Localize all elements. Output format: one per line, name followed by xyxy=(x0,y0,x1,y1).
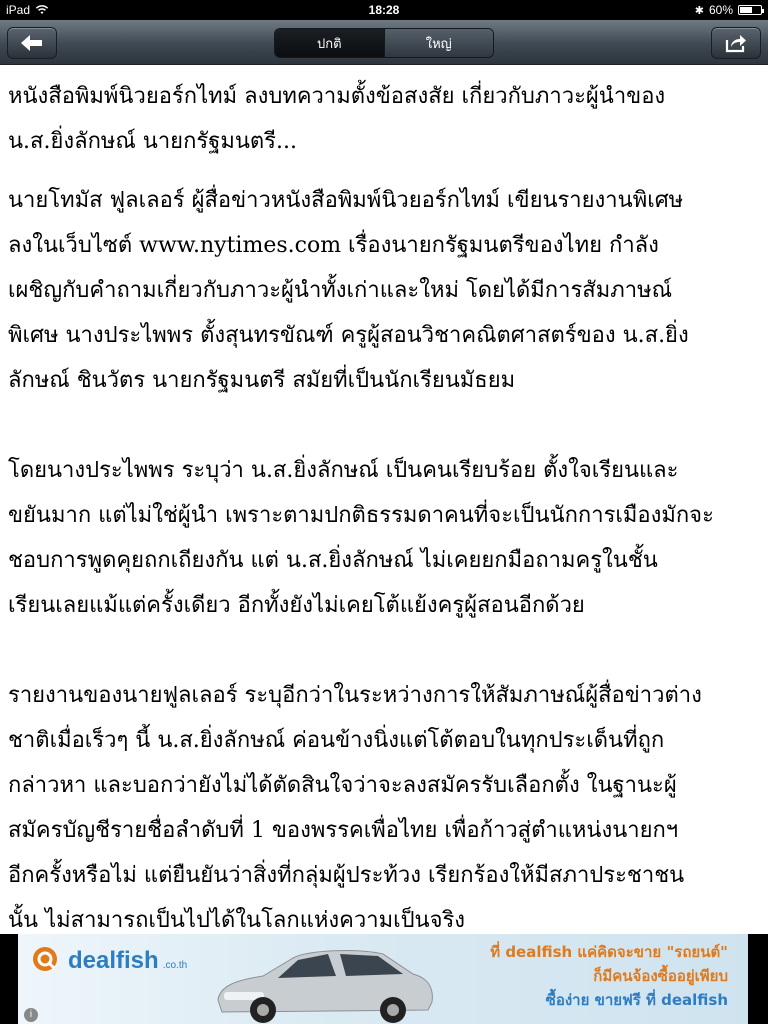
share-button[interactable] xyxy=(711,27,761,59)
ad-tagline xyxy=(490,940,728,1012)
status-bar xyxy=(0,0,768,20)
battery-fill xyxy=(740,7,752,13)
segment-label: ใหญ่ xyxy=(425,35,452,51)
text-line: สมัครบัญชีรายชื่อลำดับที่ 1 ของพรรคเพื่อไทย เพื่อก้าวสู่ตำแหน่งนายกฯ xyxy=(8,818,679,843)
ad-content[interactable] xyxy=(18,934,748,1024)
text-line: รายงานของนายฟูลเลอร์ ระบุอีกว่าในระหว่างการให้สัมภาษณ์ผู้สื่อข่าวต่าง xyxy=(8,683,702,708)
text-line: ลักษณ์ ชินวัตร นายกรัฐมนตรี สมัยที่เป็นนักเรียนมัธยม xyxy=(8,368,516,393)
car-image xyxy=(208,940,438,1024)
share-icon xyxy=(724,33,748,53)
text-line: ลงในเว็บไซต์ www.nytimes.com เรื่องนายกรัฐมนตรีของไทย กำลัง xyxy=(8,233,659,258)
paragraph-2 xyxy=(8,178,766,403)
back-arrow-icon xyxy=(20,34,44,52)
text-line: น.ส.ยิ่งลักษณ์ นายกรัฐมนตรี... xyxy=(8,129,297,154)
ad-brand-tld: .co.th xyxy=(162,959,188,971)
text-line: โดยนางประไพพร ระบุว่า น.ส.ยิ่งลักษณ์ เป็นคนเรียบร้อย ตั้งใจเรียนและ xyxy=(8,458,679,483)
text-line: กล่าวหา และบอกว่ายังไม่ได้ตัดสินใจว่าจะลงสมัครรับเลือกตั้ง ในฐานะผู้ xyxy=(8,773,677,798)
battery-icon xyxy=(738,5,762,15)
ad-line-2: ก็มีคนจ้องซื้ออยู่เพียบ xyxy=(593,967,728,985)
text-line: อีกครั้งหรือไม่ แต่ยืนยันว่าสิ่งที่กลุ่มผู้ประท้วง เรียกร้องให้มีสภาประชาชน xyxy=(8,863,685,888)
navigation-bar xyxy=(0,20,768,65)
search-magnifier-icon xyxy=(30,944,64,978)
text-size-segmented-control xyxy=(274,28,494,58)
paragraph-1 xyxy=(8,66,766,164)
clock: 18:28 xyxy=(368,3,400,17)
text-line: ชาติเมื่อเร็วๆ นี้ น.ส.ยิ่งลักษณ์ ค่อนข้างนิ่งแต่โต้ตอบในทุกประเด็นที่ถูก xyxy=(8,728,665,753)
device-label: iPad xyxy=(6,3,31,17)
paragraph-3 xyxy=(8,448,766,628)
dealfish-logo xyxy=(30,944,187,978)
back-button[interactable] xyxy=(7,27,57,59)
ad-line-3: ซื้อง่าย ขายฟรี ที่ dealfish xyxy=(545,991,728,1009)
text-line: เผชิญกับคำถามเกี่ยวกับภาวะผู้นำทั้งเก่าและใหม่ โดยได้มีการสัมภาษณ์ xyxy=(8,278,672,303)
ad-brand: dealfish xyxy=(68,947,159,974)
text-line: ขยันมาก แต่ไม่ใช่ผู้นำ เพราะตามปกติธรรมดาคนที่จะเป็นนักการเมืองมักจะ xyxy=(8,503,714,528)
text-line: นายโทมัส ฟูลเลอร์ ผู้สื่อข่าวหนังสือพิมพ์นิวยอร์กไทม์ เขียนรายงานพิเศษ xyxy=(8,188,684,213)
text-line: หนังสือพิมพ์นิวยอร์กไทม์ ลงบทความตั้งข้อสงสัย เกี่ยวกับภาวะผู้นำของ xyxy=(8,84,666,109)
text-line: พิเศษ นางประไพพร ตั้งสุนทรขัณฑ์ ครูผู้สอนวิชาคณิตศาสตร์ของ น.ส.ยิ่ง xyxy=(8,323,689,348)
article-body xyxy=(8,66,766,934)
battery-percentage: 60% xyxy=(708,3,733,17)
segment-label: ปกติ xyxy=(316,35,342,51)
segment-normal-size[interactable] xyxy=(275,29,384,57)
text-line: นั้น ไม่สามารถเป็นไปได้ในโลกแห่งความเป็นจริง xyxy=(8,908,466,933)
ad-banner[interactable] xyxy=(0,934,768,1024)
bluetooth-icon: ✱ xyxy=(694,4,704,17)
text-line: ชอบการพูดคุยถกเถียงกัน แต่ น.ส.ยิ่งลักษณ์ ไม่เคยยกมือถามครูในชั้น xyxy=(8,548,658,573)
ad-line-1: ที่ dealfish แค่คิดจะขาย "รถยนต์" xyxy=(490,943,728,961)
segment-large-size[interactable] xyxy=(384,29,494,57)
ad-info-icon[interactable]: i xyxy=(24,1008,38,1022)
paragraph-4 xyxy=(8,673,766,934)
text-line: เรียนเลยแม้แต่ครั้งเดียว อีกทั้งยังไม่เคยโต้แย้งครูผู้สอนอีกด้วย xyxy=(8,593,585,618)
